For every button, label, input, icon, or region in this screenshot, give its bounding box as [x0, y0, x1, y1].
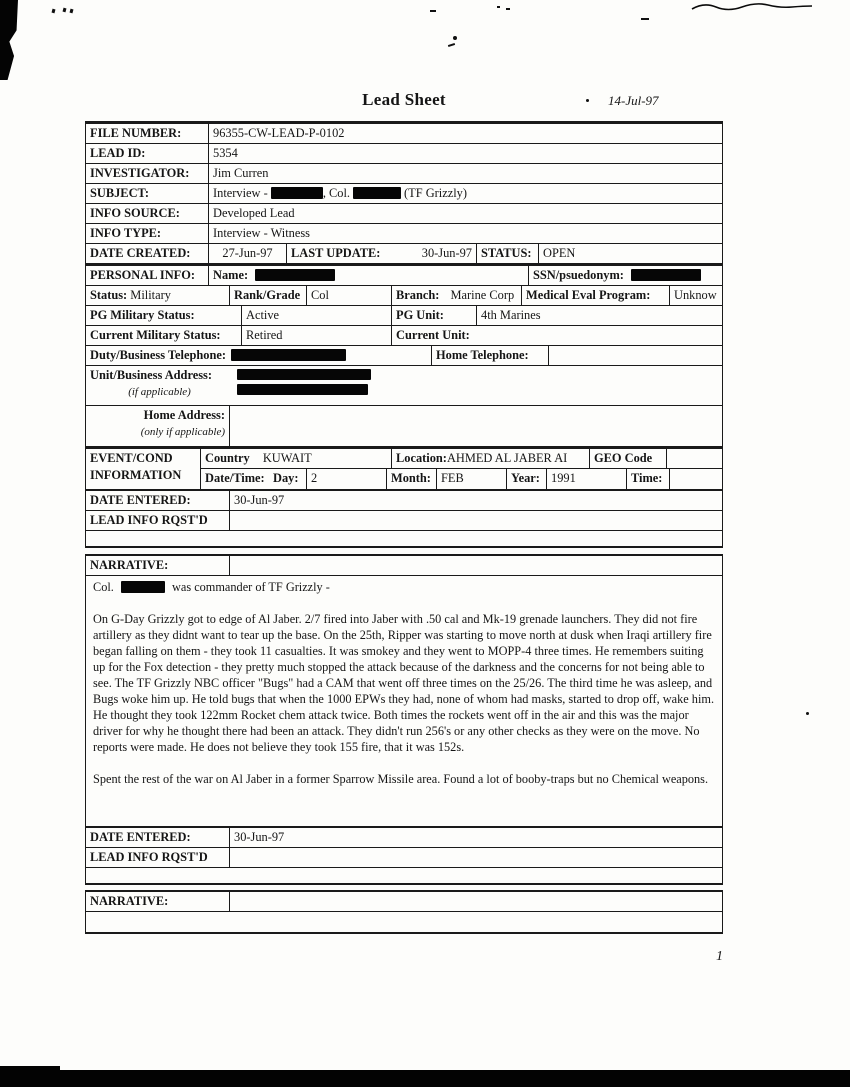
name-label: Name:: [213, 268, 249, 282]
last-update-cell: [286, 244, 476, 263]
redaction-bar: [121, 581, 165, 593]
narrative-empty-box-2: [86, 912, 722, 932]
lead-info-rqstd-label: LEAD INFO RQST'D: [90, 513, 208, 527]
unit-address-row: [86, 366, 722, 406]
scan-artifact-blob: [0, 0, 18, 80]
date-entered-value: 30-Jun-97: [229, 828, 722, 847]
date-created-value: 27-Jun-97: [208, 244, 286, 263]
investigator-row: [86, 164, 722, 184]
scan-artifact: [63, 8, 67, 13]
day-label: Day:: [273, 471, 299, 485]
info-source-row: [86, 204, 722, 224]
narrative-paragraph-2: Spent the rest of the war on Al Jaber in a former Sparrow Missile area. Found a lot of booby-traps but no Chemical weapons.: [93, 772, 709, 786]
month-label: Month:: [386, 469, 436, 489]
pg-status-value: Active: [241, 306, 391, 325]
subject-label: SUBJECT:: [90, 186, 149, 200]
file-number-row: [86, 124, 722, 144]
pg-unit-label: PG Unit:: [391, 306, 476, 325]
unit-address-value: [233, 366, 722, 405]
home-address-label: Home Address:: [143, 408, 225, 422]
scan-artifact: [70, 9, 74, 14]
personal-info-label: PERSONAL INFO:: [90, 268, 195, 282]
info-type-row: [86, 224, 722, 244]
narrative-line-1: [93, 579, 715, 595]
duty-phone-cell: [86, 346, 431, 365]
year-label: Year:: [506, 469, 546, 489]
branch-cell: [391, 286, 521, 305]
lead-info-rqstd-row-1: [86, 511, 722, 531]
file-number-value: 96355-CW-LEAD-P-0102: [208, 124, 722, 143]
scan-artifact: [497, 6, 500, 8]
narrative-label: NARRATIVE:: [90, 894, 169, 908]
scan-artifact: [430, 10, 436, 12]
redaction-bar: [631, 269, 701, 281]
event-label-line1: EVENT/COND: [90, 451, 173, 465]
date-created-row: [86, 244, 722, 266]
scan-artifact: [448, 43, 455, 47]
scan-artifact: [806, 712, 809, 715]
redaction-bar: [237, 369, 371, 380]
info-type-label: INFO TYPE:: [90, 226, 162, 240]
document-date: 14-Jul-97: [608, 93, 659, 108]
info-type-value: Interview - Witness: [208, 224, 722, 243]
event-datetime-row: [201, 469, 722, 489]
redaction-bar: [353, 187, 401, 199]
location-value: AHMED AL JABER AI: [446, 451, 568, 465]
subject-row: [86, 184, 722, 204]
narrative-paragraph-1: On G-Day Grizzly got to edge of Al Jaber. 2/7 fired into Jaber with .50 cal and Mk-19 grenade launchers. They did not fire artillery as they didnt want to tear up the base. On the 25th, Ripper was starting to move north at dusk when Iraqi artillery fire began falling on them - they took 11 casualties. It was smokey and they went to MOPP-4 three times. He remembers suiting up for the Fox detection - they pretty much stopped the attack because of the darkness and the concerns for not being able to see. The TF Grizzly NBC officer "Bugs" had a CAM that went off three times on the 25/26. The third time he was asleep, and Bugs woke him up. He told bugs that when the 1000 EPWs they had, none of whom had masks, started to drop off, wake him. He thought they took 122mm Rocket chem attack twice. Both times the rockets went off in the air and this was the major driver for why he thought there had been an attack. They didn't run 256's or any other checks as they were on the move. No reports were made. He does not believe they took 155 fire, that it was 152s.: [93, 612, 715, 754]
time-label: Time:: [626, 469, 669, 489]
narrative-label: NARRATIVE:: [90, 558, 169, 572]
pg-status-row: [86, 306, 722, 326]
home-address-note: (only if applicable): [140, 426, 225, 438]
unit-address-label: Unit/Business Address:: [90, 368, 212, 382]
duty-phone-label: Duty/Business Telephone:: [90, 348, 226, 362]
subject-text: Interview -: [213, 186, 268, 200]
date-entered-label: DATE ENTERED:: [90, 493, 191, 507]
month-value: FEB: [436, 469, 506, 489]
lead-info-rqstd-row-2: [86, 848, 722, 868]
lead-info-empty-box-1: [86, 531, 722, 546]
status-rank-branch-row: [86, 286, 722, 306]
narrative-text: was commander of TF Grizzly -: [172, 580, 330, 594]
pg-status-label: PG Military Status:: [90, 308, 195, 322]
narrative-label-spacer: [229, 556, 722, 575]
time-value: [669, 469, 722, 489]
redaction-bar: [271, 187, 323, 199]
info-source-value: Developed Lead: [208, 204, 722, 223]
name-cell: [208, 266, 528, 285]
location-label: Location:: [396, 451, 447, 465]
current-status-row: [86, 326, 722, 346]
scan-artifact: [52, 9, 56, 14]
current-status-value: Retired: [241, 326, 391, 345]
page-number: 1: [716, 949, 723, 964]
home-address-row: [86, 406, 722, 446]
home-phone-label: Home Telephone:: [431, 346, 548, 365]
status-label: STATUS:: [476, 244, 538, 263]
scan-artifact: [453, 36, 457, 40]
lead-info-rqstd-value: [229, 848, 722, 867]
mil-status-value: Military: [130, 288, 171, 302]
subject-text: , Col.: [322, 186, 351, 200]
narrative-block-2: [85, 890, 723, 934]
lead-info-block: [85, 121, 723, 548]
branch-label: Branch:: [396, 288, 440, 302]
investigator-label: INVESTIGATOR:: [90, 166, 190, 180]
current-unit-label: Current Unit:: [391, 326, 722, 345]
ssn-cell: [528, 266, 722, 285]
redaction-bar: [237, 384, 368, 395]
country-label: Country: [205, 451, 250, 465]
rank-value: Col: [306, 286, 391, 305]
scan-artifact: [506, 8, 510, 10]
event-label-line2: INFORMATION: [90, 468, 182, 482]
medical-label: Medical Eval Program:: [521, 286, 669, 305]
narrative-label-row-2: [86, 892, 722, 912]
unit-address-cell: [86, 366, 233, 405]
subject-value: [208, 184, 722, 203]
event-location-row: [201, 449, 722, 469]
unit-address-note: (if applicable): [128, 386, 191, 398]
geo-code-value: [666, 449, 722, 468]
investigator-value: Jim Curren: [208, 164, 722, 183]
scan-artifact-squiggle: [688, 0, 838, 16]
country-value: KUWAIT: [262, 451, 312, 465]
narrative-label-spacer: [229, 892, 722, 911]
year-value: 1991: [546, 469, 626, 489]
current-status-label: Current Military Status:: [90, 328, 221, 342]
narrative-block-1: [85, 554, 723, 885]
redaction-bar: [231, 349, 346, 361]
mil-status-label: Status:: [90, 288, 128, 302]
location-cell: [391, 449, 589, 468]
lead-sheet-form: [85, 121, 723, 934]
ssn-label: SSN/psuedonym:: [533, 268, 624, 282]
lead-info-rqstd-label: LEAD INFO RQST'D: [90, 850, 208, 864]
pg-unit-value: 4th Marines: [476, 306, 722, 325]
event-section: [86, 446, 722, 489]
day-value: 2: [306, 469, 386, 489]
subject-text: (TF Grizzly): [404, 186, 467, 200]
telephone-row: [86, 346, 722, 366]
date-created-label: DATE CREATED:: [90, 246, 191, 260]
status-value: OPEN: [538, 244, 722, 263]
date-entered-row-2: [86, 826, 722, 848]
home-phone-value: [548, 346, 722, 365]
last-update-label: LAST UPDATE:: [291, 246, 381, 260]
mil-status-cell: [86, 286, 229, 305]
lead-id-row: [86, 144, 722, 164]
last-update-value: 30-Jun-97: [421, 246, 472, 260]
rank-label: Rank/Grade: [229, 286, 306, 305]
date-entered-value: 30-Jun-97: [229, 491, 722, 510]
date-entered-row-1: [86, 489, 722, 511]
narrative-label-row-1: [86, 556, 722, 576]
lead-info-rqstd-value: [229, 511, 722, 530]
country-cell: [201, 449, 391, 468]
lead-id-label: LEAD ID:: [90, 146, 146, 160]
lead-info-empty-box-2: [86, 868, 722, 883]
narrative-text: Col.: [93, 580, 114, 594]
info-source-label: INFO SOURCE:: [90, 206, 180, 220]
document-title: Lead Sheet: [362, 90, 446, 109]
datetime-label: Date/Time:: [205, 471, 265, 485]
medical-value: Unknow: [669, 286, 722, 305]
event-section-label: [86, 449, 201, 489]
geo-code-label: GEO Code: [589, 449, 666, 468]
event-fields: [201, 449, 722, 489]
scan-artifact: [641, 18, 649, 20]
date-entered-label: DATE ENTERED:: [90, 830, 191, 844]
file-number-label: FILE NUMBER:: [90, 126, 182, 140]
redaction-bar: [255, 269, 335, 281]
personal-info-row: [86, 266, 722, 286]
narrative-text-1: [86, 576, 722, 826]
lead-id-value: 5354: [208, 144, 722, 163]
home-address-value: [229, 406, 722, 446]
scan-artifact-bottom-bar: [0, 1070, 850, 1087]
branch-value: Marine Corp: [450, 288, 515, 302]
home-address-cell: [86, 406, 229, 446]
